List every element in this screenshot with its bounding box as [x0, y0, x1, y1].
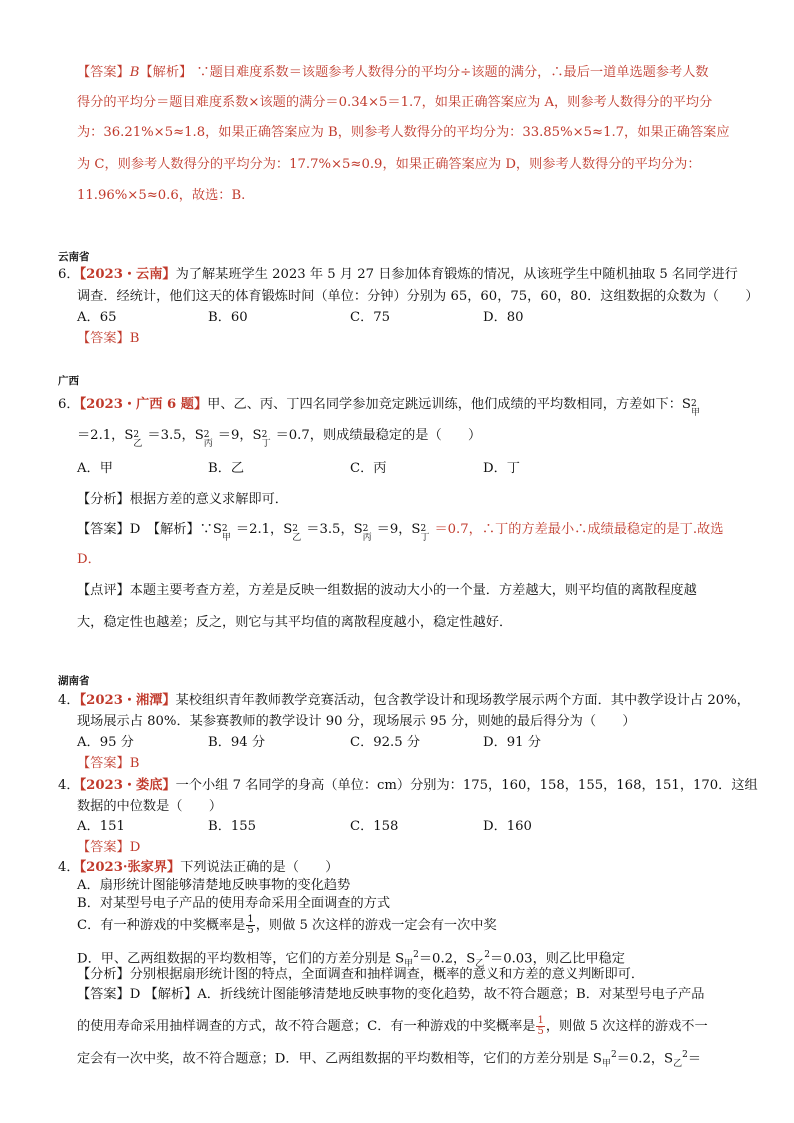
q6-yunnan-option-d: D．80	[483, 310, 524, 325]
q4-loudi-option-d: D．160	[483, 819, 532, 834]
q6-yunnan-line-2: 调查．经统计，他们这天的体育锻炼时间（单位：分钟）分别为 65，60，75，60，80．这组数据的众数为（ ）	[77, 289, 759, 304]
p5-answer-line-2: 得分的平均分＝题目难度系数×该题的满分＝0.34×5＝1.7，如果正确答案应为 A，则参考人数得分的平均分	[77, 95, 713, 110]
q6-yunnan-option-c: C．75	[350, 310, 391, 325]
fraction-one-fifth: $\frac{1}{5}$	[247, 914, 254, 936]
q6-guangxi-option-d: D．丁	[483, 461, 520, 476]
p5-answer-line-5: 11.96%×5≈0.6，故选：B.	[77, 188, 246, 203]
section-heading-hunan: 湖南省	[58, 675, 90, 687]
q6-yunnan-answer: 【答案】B	[77, 331, 140, 346]
q4-xiangtan-line-2: 现场展示占 80%．某参赛教师的教学设计 90 分，现场展示 95 分，则她的最后得分为（ ）	[77, 714, 636, 729]
q4-zhangjiajie-answer-line-3: 定会有一次中奖，故不符合题意；D．甲、乙两组数据的平均数相等，它们的方差分别是 $S_甲^2=0.2$，$S_乙^2=$	[77, 1050, 701, 1070]
q4-loudi-answer: 【答案】D	[77, 840, 141, 855]
q4-xiangtan-line-1: 4．【2023・湘潭】某校组织青年教师教学竞赛活动，包含教学设计和现场教学展示两个方面．其中教学设计占 20%，	[58, 693, 750, 708]
q6-guangxi-comment-line-2: 大，稳定性也越差；反之，则它与其平均值的离散程度越小，稳定性越好．	[77, 615, 513, 630]
q4-loudi-line-1: 4．【2023・娄底】一个小组 7 名同学的身高（单位：cm）分别为：175，160，158，155，168，151，170．这组	[58, 778, 758, 793]
p5-answer-line-1: 【答案】B【解析】 ∵题目难度系数＝该题参考人数得分的平均分÷该题的满分，∴最后一道单选题参考人数	[77, 65, 709, 80]
q4-xiangtan-option-c: C．92.5 分	[350, 735, 421, 750]
q4-xiangtan-option-d: D．91 分	[483, 735, 541, 750]
q6-guangxi-option-b: B．乙	[208, 461, 245, 476]
q6-guangxi-line-1: 6．【2023・广西 6 题】甲、乙、丙、丁四名同学参加竞定跳远训练，他们成绩的平均数相同，方差如下：S 2 甲	[58, 397, 700, 418]
q6-guangxi-analysis: 【分析】根据方差的意义求解即可．	[77, 492, 288, 507]
q4-zhangjiajie-option-d: D．甲、乙两组数据的平均数相等，它们的方差分别是 $S_甲^2=0.2$，$S_乙^2=0.03$，则乙比甲稳定	[77, 950, 625, 970]
q4-loudi-option-b: B．155	[208, 819, 257, 834]
q6-yunnan-option-b: B．60	[208, 310, 248, 325]
q4-loudi-line-2: 数据的中位数是（ ）	[77, 799, 223, 814]
q6-yunnan-option-a: A．65	[77, 310, 117, 325]
q4-loudi-option-c: C．158	[350, 819, 399, 834]
q6-guangxi-answer-line-2: D．	[77, 552, 101, 567]
q4-xiangtan-answer: 【答案】B	[77, 756, 140, 771]
q4-zhangjiajie-option-b: B．对某型号电子产品的使用寿命采用全面调查的方式	[77, 896, 391, 911]
section-heading-guangxi: 广西	[58, 375, 79, 387]
q4-zhangjiajie-answer-line-1: 【答案】D 【解析】A．折线统计图能够清楚地反映事物的变化趋势，故不符合题意；B．对某型号电子产品	[77, 987, 705, 1002]
fraction-one-fifth-answer: $\frac{1}{5}$	[537, 1015, 544, 1037]
q4-zhangjiajie-option-c: C．有一种游戏的中奖概率是 $\frac{1}{5}$ ，则做 5 次这样的游戏一定会有一次中奖	[77, 914, 497, 936]
q4-xiangtan-option-b: B．94 分	[208, 735, 266, 750]
q4-loudi-option-a: A．151	[77, 819, 125, 834]
q6-guangxi-answer-line-1: 【答案】D 【解析】∵S 2 甲 ＝2.1，S 2 乙 ＝3.5，S 2 丙 ＝9，S 2 丁 ＝0.7，∴丁的方差最小∴成绩最稳定的是丁.故选	[77, 522, 724, 543]
p5-answer-line-3: 为：36.21%×5≈1.8，如果正确答案应为 B，则参考人数得分的平均分为：33.85%×5≈1.7，如果正确答案应	[77, 125, 730, 140]
q4-zhangjiajie-answer-line-2: 的使用寿命采用抽样调查的方式，故不符合题意；C．有一种游戏的中奖概率是 $\frac{1}{5}$ ，则做 5 次这样的游戏不一	[77, 1015, 708, 1037]
q4-zhangjiajie-analysis: 【分析】分别根据扇形统计图的特点，全面调查和抽样调查，概率的意义和方差的意义判断即可．	[77, 967, 645, 982]
section-heading-yunnan: 云南省	[58, 251, 90, 263]
q4-xiangtan-option-a: A．95 分	[77, 735, 134, 750]
q4-zhangjiajie-line-1: 4．【2023·张家界】下列说法正确的是（ ）	[58, 860, 339, 875]
q6-guangxi-comment-line-1: 【点评】本题主要考查方差，方差是反映一组数据的波动大小的一个量．方差越大，则平均值的离散程度越	[77, 583, 697, 598]
q4-zhangjiajie-option-a: A．扇形统计图能够清楚地反映事物的变化趋势	[77, 878, 351, 893]
q6-guangxi-option-a: A．甲	[77, 461, 113, 476]
q6-guangxi-option-c: C．丙	[350, 461, 387, 476]
q6-guangxi-line-2: ＝2.1，S 2 乙 ＝3.5，S 2 丙 ＝9，S 2 丁 ＝0.7，则成绩最稳定的是（ ）	[77, 428, 482, 449]
p5-answer-line-4: 为 C，则参考人数得分的平均分为：17.7%×5≈0.9，如果正确答案应为 D，则参考人数得分的平均分为：	[77, 157, 701, 172]
q6-yunnan-line-1: 6．【2023・云南】为了解某班学生 2023 年 5 月 27 日参加体育锻炼的情况，从该班学生中随机抽取 5 名同学进行	[58, 267, 738, 282]
